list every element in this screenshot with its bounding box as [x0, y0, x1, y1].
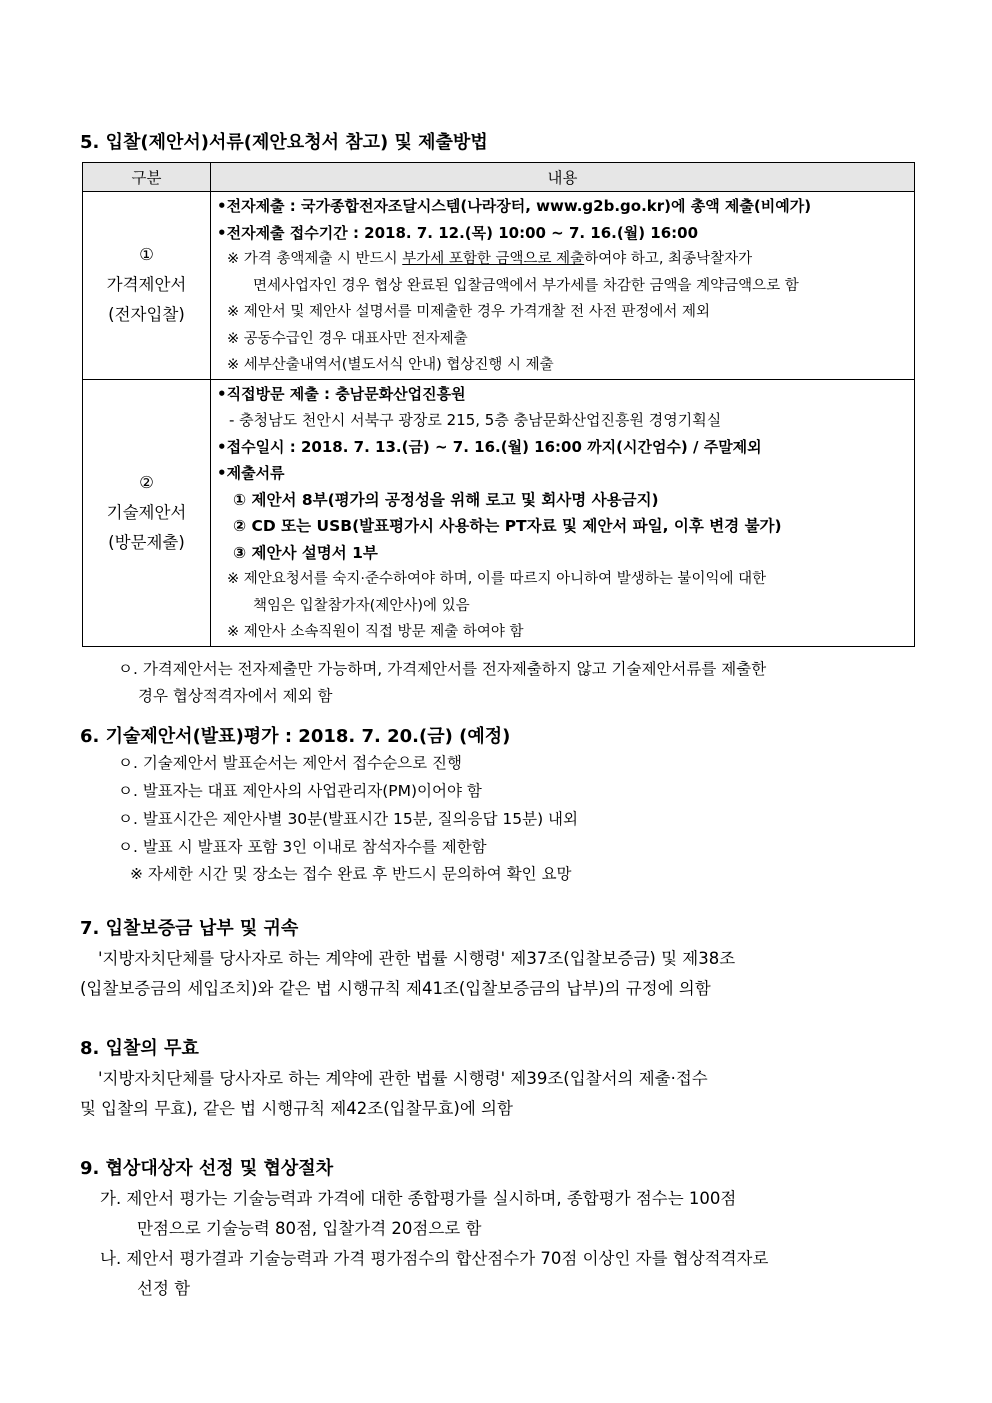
header-category: 구분: [83, 163, 211, 192]
row1-sub: (전자입찰): [108, 305, 185, 325]
row1-note1-underlined: 부가세 포함한 금액으로 제출: [402, 251, 585, 267]
row1-category: [83, 192, 211, 380]
row2-line1: •직접방문 제출 : 충남문화산업진흥원: [217, 384, 466, 403]
row2-content: [211, 379, 915, 646]
section9-item-a-line1: 가. 제안서 평가는 기술능력과 가격에 대한 종합평가를 실시하며, 종합평가 점수는 100점: [100, 1189, 737, 1208]
section6-heading: 6. 기술제안서(발표)평가 : 2018. 7. 20.(금) (예정): [80, 726, 511, 747]
section7-line1: '지방자치단체를 당사자로 하는 계약에 관한 법률 시행령' 제37조(입찰보증금) 및 제38조: [98, 949, 736, 968]
section6-item2: ㅇ. 발표자는 대표 제안사의 사업관리자(PM)이어야 함: [118, 782, 482, 800]
row2-sub: (방문제출): [108, 532, 185, 552]
section8-line2: 및 입찰의 무효), 같은 법 시행규칙 제42조(입찰무효)에 의함: [80, 1099, 513, 1118]
row2-line2: - 충청남도 천안시 서북구 광장로 215, 5층 충남문화산업진흥원 경영기획실: [229, 411, 722, 429]
row2-item1: ① 제안서 8부(평가의 공정성을 위해 로고 및 회사명 사용금지): [233, 490, 659, 509]
row1-note4: ※ 세부산출내역서(별도서식 안내) 협상진행 시 제출: [227, 357, 554, 373]
section7-heading: 7. 입찰보증금 납부 및 귀속: [80, 918, 299, 939]
row1-content: [211, 192, 915, 380]
section9-item-b-line2: 선정 함: [137, 1279, 191, 1298]
row1-line1: •전자제출 : 국가종합전자조달시스템(나라장터, www.g2b.go.kr)에 총액 제출(비예가): [217, 197, 812, 215]
section5-heading: 5. 입찰(제안서)서류(제안요청서 참고) 및 제출방법: [80, 132, 488, 153]
section5-after-note-line2: 경우 협상적격자에서 제외 함: [138, 687, 333, 705]
section9-heading: 9. 협상대상자 선정 및 협상절차: [80, 1158, 334, 1179]
section9-item-a-line2: 만점으로 기술능력 80점, 입찰가격 20점으로 함: [137, 1219, 482, 1238]
section6-item3: ㅇ. 발표시간은 제안사별 30분(발표시간 15분, 질의응답 15분) 내외: [118, 810, 578, 828]
section6-item4: ㅇ. 발표 시 발표자 포함 3인 이내로 참석자수를 제한함: [118, 838, 487, 856]
section6-note: ※ 자세한 시간 및 장소는 접수 완료 후 반드시 문의하여 확인 요망: [130, 865, 572, 883]
row1-note2: ※ 제안서 및 제안사 설명서를 미제출한 경우 가격개찰 전 사전 판정에서 제외: [227, 304, 711, 320]
row2-line4: •제출서류: [217, 464, 285, 482]
row1-note1: [211, 246, 914, 273]
table-row: [83, 379, 915, 646]
section8-heading: 8. 입찰의 무효: [80, 1038, 199, 1059]
section7-line2: (입찰보증금의 세입조치)와 같은 법 시행규칙 제41조(입찰보증금의 납부)의 규정에 의함: [80, 979, 711, 998]
row1-name: 가격제안서: [106, 275, 187, 295]
row1-note3: ※ 공동수급인 경우 대표사만 전자제출: [227, 330, 468, 347]
section6-item1: ㅇ. 기술제안서 발표순서는 제안서 접수순으로 진행: [118, 754, 462, 772]
row2-name: 기술제안서: [106, 502, 187, 522]
row2-item3: ③ 제안사 설명서 1부: [233, 543, 378, 562]
section8-line1: '지방자치단체를 당사자로 하는 계약에 관한 법률 시행령' 제39조(입찰서의 제출·접수: [98, 1069, 708, 1088]
section5-after-note-line1: ㅇ. 가격제안서는 전자제출만 가능하며, 가격제안서를 전자제출하지 않고 기술제안서류를 제출한: [118, 660, 767, 678]
row1-line2: •전자제출 접수기간 : 2018. 7. 12.(목) 10:00 ~ 7. 16.(월) 16:00: [217, 223, 699, 242]
row2-line3: •접수일시 : 2018. 7. 13.(금) ~ 7. 16.(월) 16:00 까지(시간엄수) / 주말제외: [217, 437, 762, 456]
row2-category: [83, 379, 211, 646]
row2-item2: ② CD 또는 USB(발표평가시 사용하는 PT자료 및 제안서 파일, 이후 변경 불가): [233, 517, 782, 535]
row2-note1: ※ 제안요청서를 숙지·준수하여야 하며, 이를 따르지 아니하여 발생하는 불이익에 대한: [227, 571, 767, 587]
header-content: 내용: [211, 163, 915, 192]
submission-table: [82, 162, 915, 647]
table-header-row: [83, 163, 915, 192]
row2-note1-cont: 책임은 입찰참가자(제안사)에 있음: [253, 597, 470, 614]
row1-num: ①: [139, 245, 154, 265]
section9-item-b-line1: 나. 제안서 평가결과 기술능력과 가격 평가점수의 합산점수가 70점 이상인 자를 협상적격자로: [100, 1249, 769, 1268]
row2-note2: ※ 제안사 소속직원이 직접 방문 제출 하여야 함: [227, 624, 524, 640]
row2-num: ②: [139, 472, 154, 492]
row1-note1-pre: ※ 가격 총액제출 시 반드시: [227, 251, 403, 267]
table-row: [83, 192, 915, 380]
row1-note1-cont: 면세사업자인 경우 협상 완료된 입찰금액에서 부가세를 차감한 금액을 계약금액으로 함: [253, 277, 799, 294]
row1-note1-post: 하여야 하고, 최종낙찰자가: [584, 251, 753, 267]
